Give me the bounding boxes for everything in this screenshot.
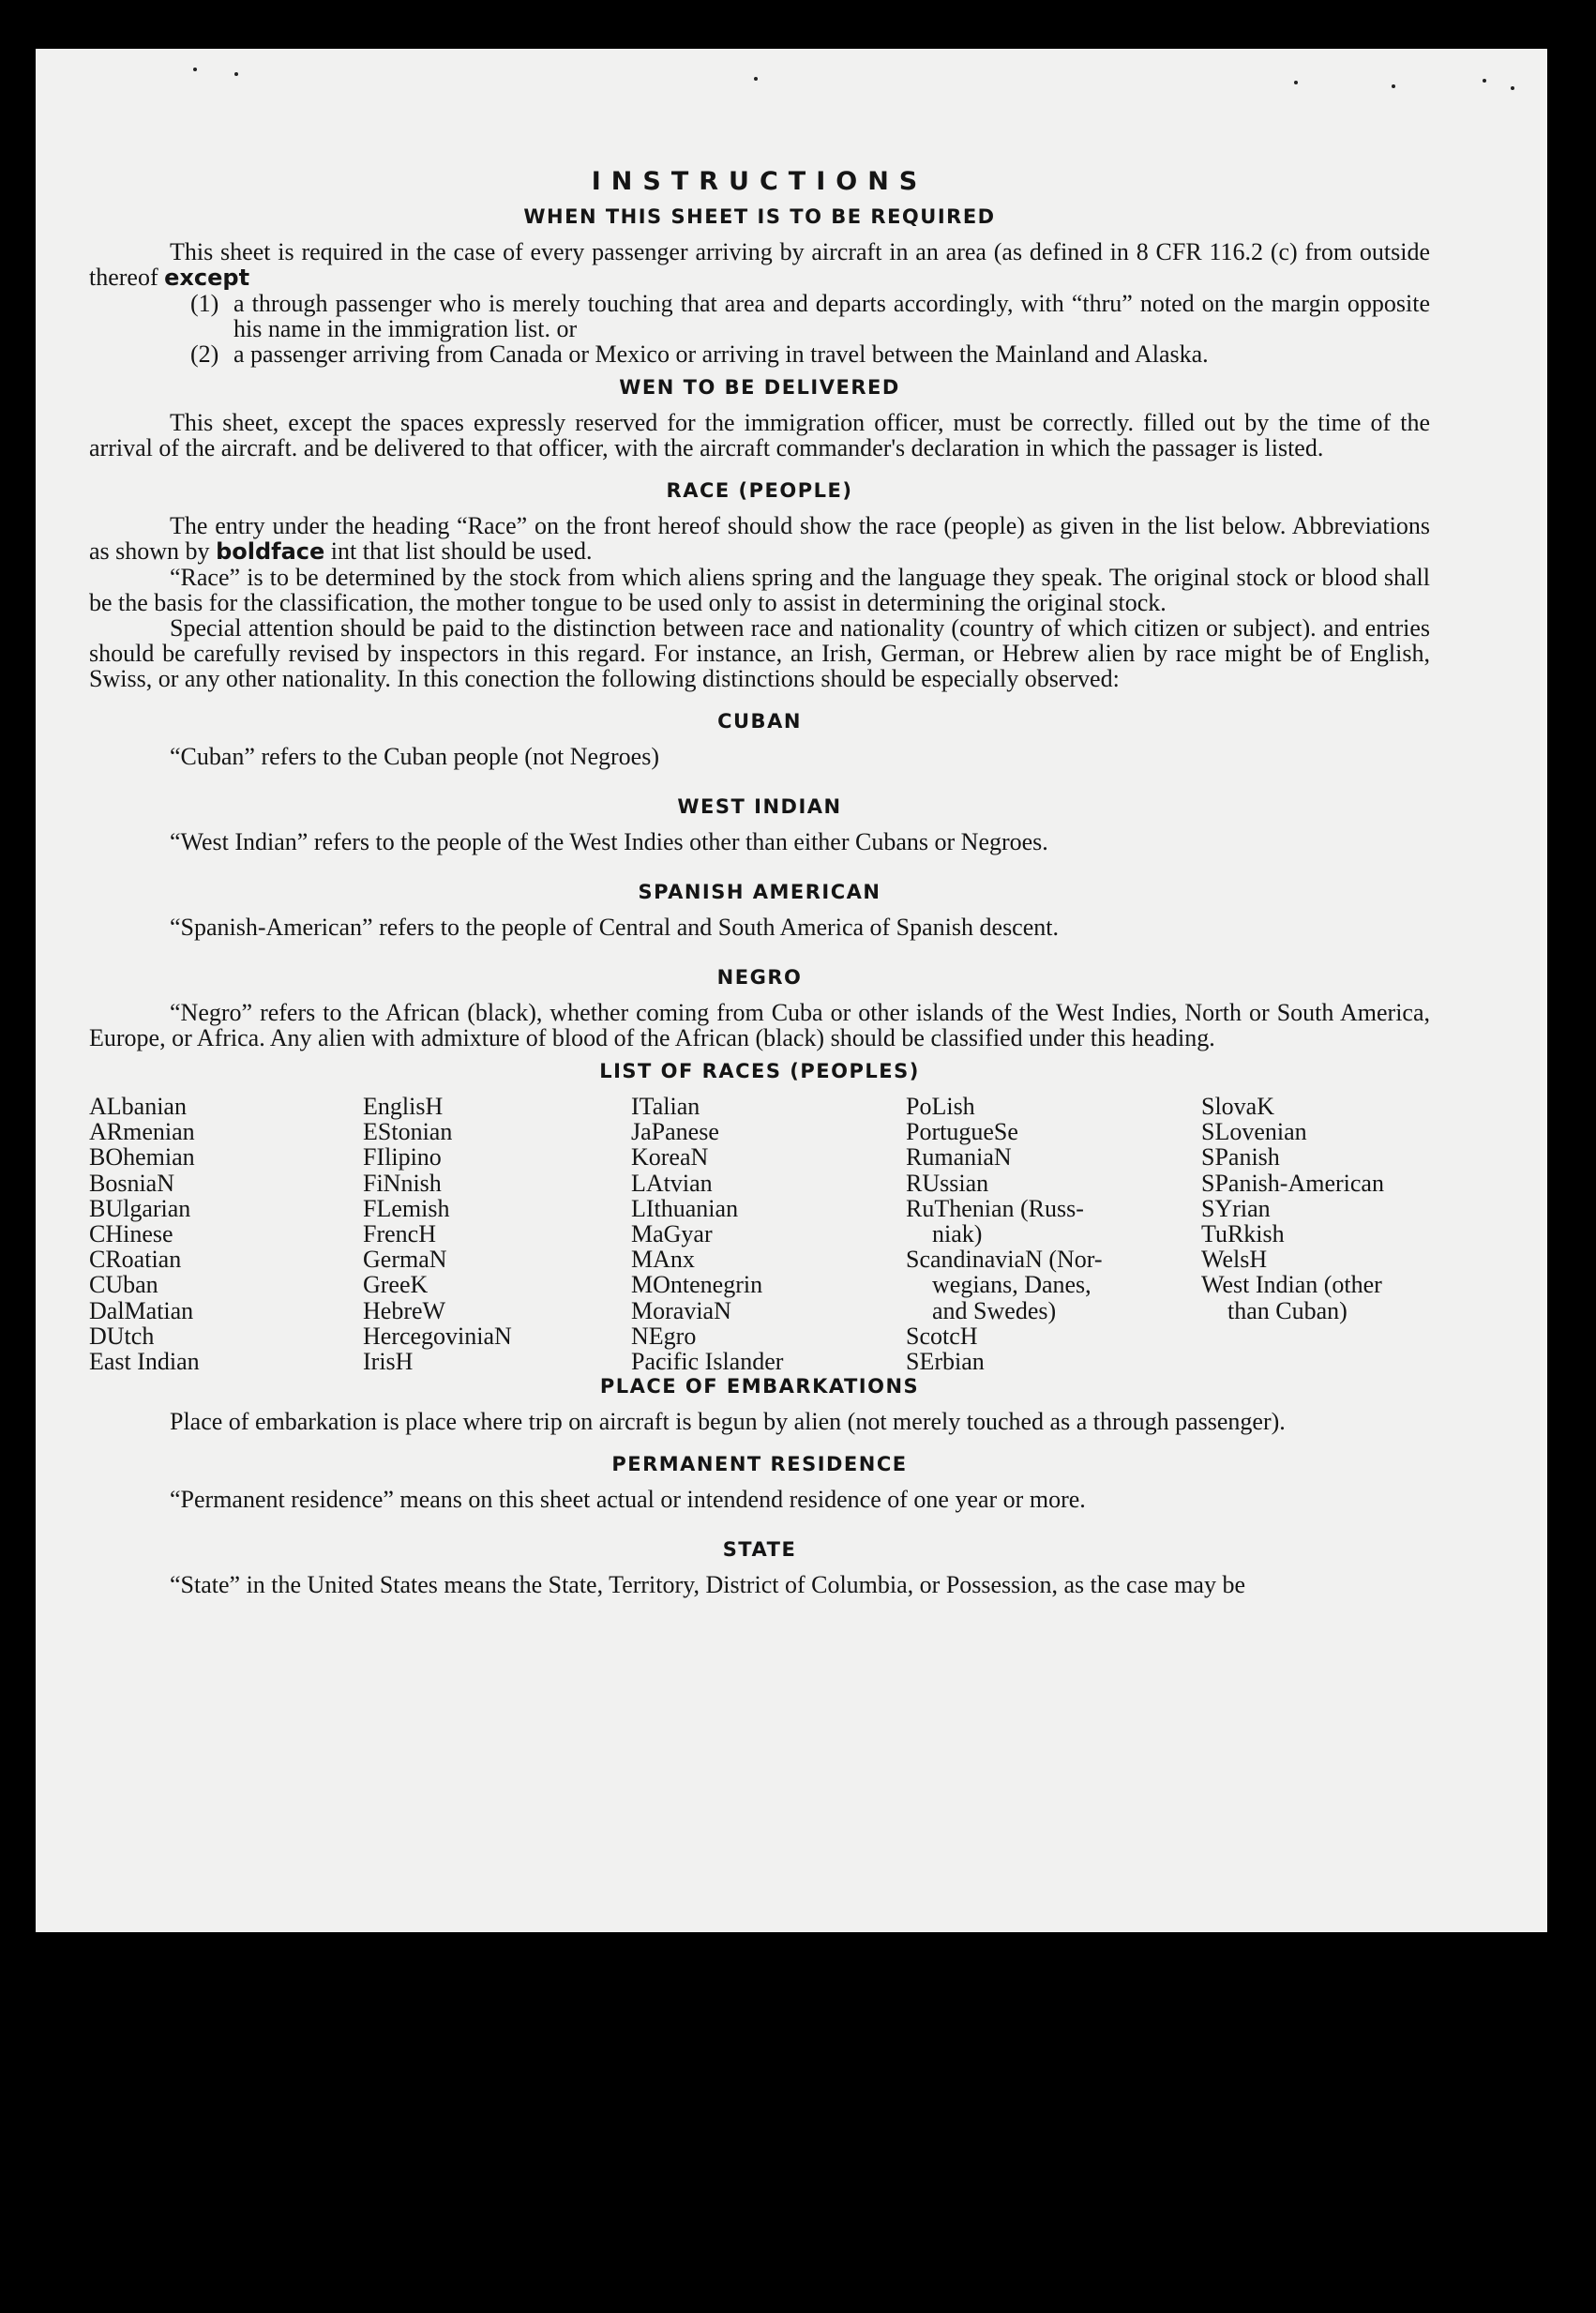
exception-item: (1) a through passenger who is merely touching that area and departs accordingly, with “thru” noted on the margin opposite his name in the immigration list. or [190, 290, 1430, 342]
race-paragraph-3: Special attention should be paid to the distinction between race and nationality (country of which citizen or subject). and entries should be carefully revised by inspectors in this regard. For instance, an Irish, German, or Hebrew alien by race might be of English, Swiss, or any other nationality. In this conection the following distinctions should be especially observed: [89, 614, 1430, 692]
race-entry: EnglisH [363, 1093, 444, 1120]
race-entry: DalMatian [89, 1296, 194, 1324]
heading-cuban: CUBAN [717, 710, 802, 733]
scan-speck [193, 68, 197, 71]
state-text: “State” in the United States means the State, Territory, District of Columbia, or Possession, as the case may be [170, 1571, 1245, 1598]
race-entry: FLemish [363, 1194, 450, 1222]
race-entry: CRoatian [89, 1246, 182, 1274]
race-entry: NEgro [631, 1322, 697, 1350]
race-entry: WelsH [1201, 1246, 1268, 1274]
page-title: INSTRUCTIONS [591, 167, 928, 196]
races-list [89, 1094, 1430, 1375]
heading-embarkation: PLACE OF EMBARKATIONS [599, 1375, 920, 1398]
race-entry: LAtvian [631, 1169, 713, 1197]
race-entry: West Indian (other [1201, 1271, 1382, 1299]
negro-text: “Negro” refers to the African (black), whether coming from Cuba or other islands of the West Indies, North or South America, Europe, or Africa. Any alien with admixture of blood of the African (black) should be classified under this heading. [89, 999, 1430, 1051]
heading-when-required: WHEN THIS SHEET IS TO BE REQUIRED [523, 205, 996, 228]
race-entry: RUssian [906, 1169, 989, 1197]
race-entry: EStonian [363, 1118, 453, 1146]
race-paragraph-2: “Race” is to be determined by the stock from which aliens spring and the language they speak. The original stock or blood shall be the basis for the classification, the mother tongue to be used only to assist in determining the original stock. [89, 564, 1430, 616]
race-entry: East Indian [89, 1348, 200, 1376]
race-entry-continued: than Cuban) [1227, 1296, 1348, 1324]
when-required-intro: This sheet is required in the case of every passenger arriving by aircraft in an area (as defined in 8 CFR 116.2 (c) from outside thereof except [89, 238, 1430, 291]
race-entry: SErbian [906, 1348, 985, 1376]
race-entry: BOhemian [89, 1143, 195, 1172]
race-entry: SLovenian [1201, 1118, 1307, 1146]
race-entry: SPanish [1201, 1143, 1280, 1172]
scan-speck [1483, 79, 1486, 83]
race-entry: FiNnish [363, 1169, 442, 1197]
permanent-residence-text: “Permanent residence” means on this sheet actual or intendend residence of one year or more. [170, 1486, 1086, 1513]
scan-speck [1294, 81, 1298, 84]
race-entry: DUtch [89, 1322, 155, 1350]
heading-state: STATE [722, 1538, 797, 1561]
race-entry: BUlgarian [89, 1194, 191, 1222]
heading-when-delivered: WEN TO BE DELIVERED [619, 376, 900, 399]
embarkation-text: Place of embarkation is place where trip on aircraft is begun by alien (not merely touched as a through passenger). [170, 1408, 1286, 1435]
race-entry: SPanish-American [1201, 1169, 1384, 1197]
heading-west-indian: WEST INDIAN [677, 795, 842, 818]
race-entry: ScotcH [906, 1322, 978, 1350]
race-entry: HercegoviniaN [363, 1322, 512, 1350]
race-entry: JaPanese [631, 1118, 719, 1146]
race-entry: SlovaK [1201, 1093, 1274, 1120]
races-column-3 [631, 1094, 783, 1374]
race-entry: ARmenian [89, 1118, 195, 1146]
race-entry: BosniaN [89, 1169, 174, 1197]
race-entry: MoraviaN [631, 1296, 731, 1324]
race-entry: CHinese [89, 1220, 173, 1248]
race-entry: MaGyar [631, 1220, 713, 1248]
race-entry: SYrian [1201, 1194, 1271, 1222]
spanish-american-text: “Spanish-American” refers to the people of Central and South America of Spanish descent. [170, 914, 1059, 941]
race-entry: FrencH [363, 1220, 436, 1248]
race-entry: ALbanian [89, 1093, 187, 1120]
race-entry: MOntenegrin [631, 1271, 763, 1299]
boldface-bold: boldface [216, 538, 325, 565]
race-entry: CUban [89, 1271, 158, 1299]
race-entry: LIthuanian [631, 1194, 739, 1222]
race-entry-continued: wegians, Danes, [932, 1271, 1092, 1299]
when-delivered-text: This sheet, except the spaces expressly reserved for the immigration officer, must be correctly. filled out by the time of the arrival of the aircraft. and be delivered to that officer, with the aircraft commander's declaration in which the passager is listed. [89, 409, 1430, 461]
except-bold: except [164, 265, 250, 291]
race-entry: RumaniaN [906, 1143, 1012, 1172]
heading-permanent-residence: PERMANENT RESIDENCE [611, 1453, 908, 1475]
race-entry-continued: and Swedes) [932, 1296, 1057, 1324]
heading-negro: NEGRO [716, 966, 803, 989]
scan-speck [1392, 84, 1395, 88]
instructions-content [89, 159, 1430, 1597]
document-page [36, 49, 1547, 1932]
race-entry: GermaN [363, 1246, 447, 1274]
heading-spanish-american: SPANISH AMERICAN [638, 881, 881, 903]
race-entry: HebreW [363, 1296, 446, 1324]
race-entry: Pacific Islander [631, 1348, 784, 1376]
race-entry: ITalian [631, 1093, 700, 1120]
race-entry: KoreaN [631, 1143, 709, 1172]
race-entry-continued: niak) [932, 1220, 983, 1248]
race-paragraph-1: The entry under the heading “Race” on the front hereof should show the race (people) as given in the list below. Abbreviations as shown by boldface int that list should be used. [89, 512, 1430, 565]
race-entry: MAnx [631, 1246, 695, 1274]
cuban-text: “Cuban” refers to the Cuban people (not Negroes) [170, 743, 659, 770]
scan-speck [754, 77, 758, 81]
races-column-4 [906, 1094, 1103, 1374]
race-entry: IrisH [363, 1348, 414, 1376]
heading-list-of-races: LIST OF RACES (PEOPLES) [599, 1060, 920, 1082]
race-entry: GreeK [363, 1271, 429, 1299]
races-column-5 [1201, 1094, 1384, 1323]
race-entry: FIlipino [363, 1143, 442, 1172]
scan-speck [1511, 86, 1514, 90]
exception-item: (2) a passenger arriving from Canada or Mexico or arriving in travel between the Mainland and Alaska. [190, 340, 1209, 368]
scan-speck [234, 72, 238, 76]
heading-race: RACE (PEOPLE) [666, 479, 853, 502]
race-entry: PortugueSe [906, 1118, 1018, 1146]
race-entry: TuRkish [1201, 1220, 1285, 1248]
race-entry: PoLish [906, 1093, 975, 1120]
race-entry: RuThenian (Russ- [906, 1194, 1084, 1222]
races-column-2 [363, 1094, 512, 1374]
west-indian-text: “West Indian” refers to the people of the West Indies other than either Cubans or Negroes. [170, 828, 1048, 855]
races-column-1 [89, 1094, 200, 1374]
race-entry: ScandinaviaN (Nor- [906, 1246, 1103, 1274]
